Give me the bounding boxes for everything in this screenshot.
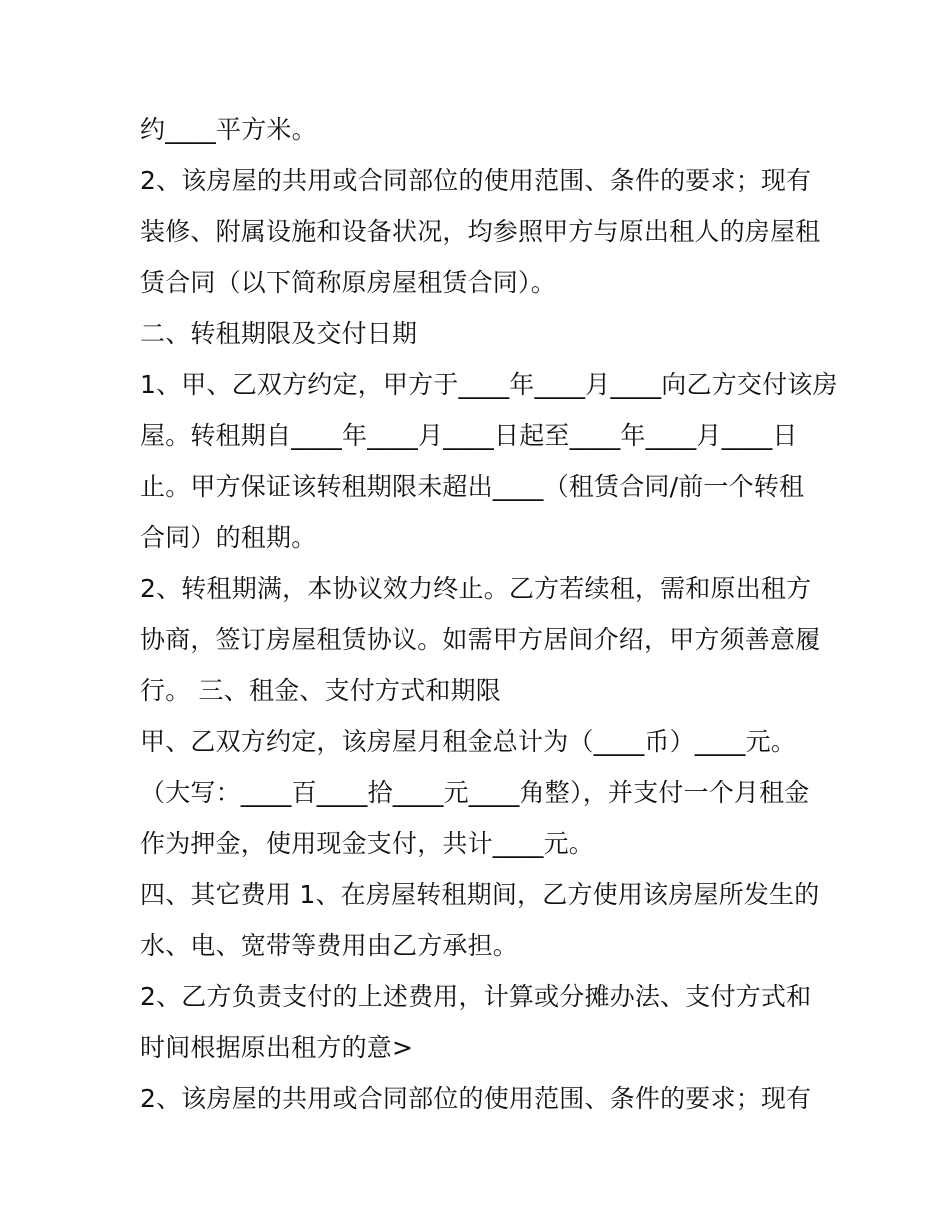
- section-heading: 二、转租期限及交付日期: [140, 319, 418, 348]
- text-line: 作为押金，使用现金支付，共计____元。: [140, 829, 595, 858]
- text-line: 屋。转租期自____年____月____日起至____年____月____日: [140, 421, 798, 450]
- text-line: 甲、乙双方约定，该房屋月租金总计为（____币）____元。: [140, 727, 797, 756]
- text-line: 2、该房屋的共用或合同部位的使用范围、条件的要求；现有: [140, 166, 812, 195]
- text-line: 2、该房屋的共用或合同部位的使用范围、条件的要求；现有: [140, 1084, 812, 1113]
- text-line: 约____平方米。: [140, 115, 317, 144]
- document-body: [140, 104, 838, 1124]
- text-line: 水、电、宽带等费用由乙方承担。: [140, 931, 519, 960]
- text-line: 2、转租期满，本协议效力终止。乙方若续租，需和原出租方: [140, 574, 812, 603]
- text-line: 2、乙方负责支付的上述费用，计算或分摊办法、支付方式和: [140, 982, 812, 1011]
- text-line: 四、其它费用 1、在房屋转租期间，乙方使用该房屋所发生的: [140, 880, 820, 909]
- text-line: （大写：____百____拾____元____角整），并支付一个月租金: [140, 778, 810, 807]
- text-line: 时间根据原出租方的意>: [140, 1033, 414, 1062]
- text-line: 行。 三、租金、支付方式和期限: [140, 676, 501, 705]
- text-line: 止。甲方保证该转租期限未超出____（租赁合同/前一个转租: [140, 472, 805, 501]
- text-line: 合同）的租期。: [140, 523, 317, 552]
- text-line: 装修、附属设施和设备状况，均参照甲方与原出租人的房屋租: [140, 217, 821, 246]
- text-line: 赁合同（以下简称原房屋租赁合同）。: [140, 268, 556, 297]
- text-line: 协商，签订房屋租赁协议。如需甲方居间介绍，甲方须善意履: [140, 625, 821, 654]
- text-line: 1、甲、乙双方约定，甲方于____年____月____向乙方交付该房: [140, 370, 838, 399]
